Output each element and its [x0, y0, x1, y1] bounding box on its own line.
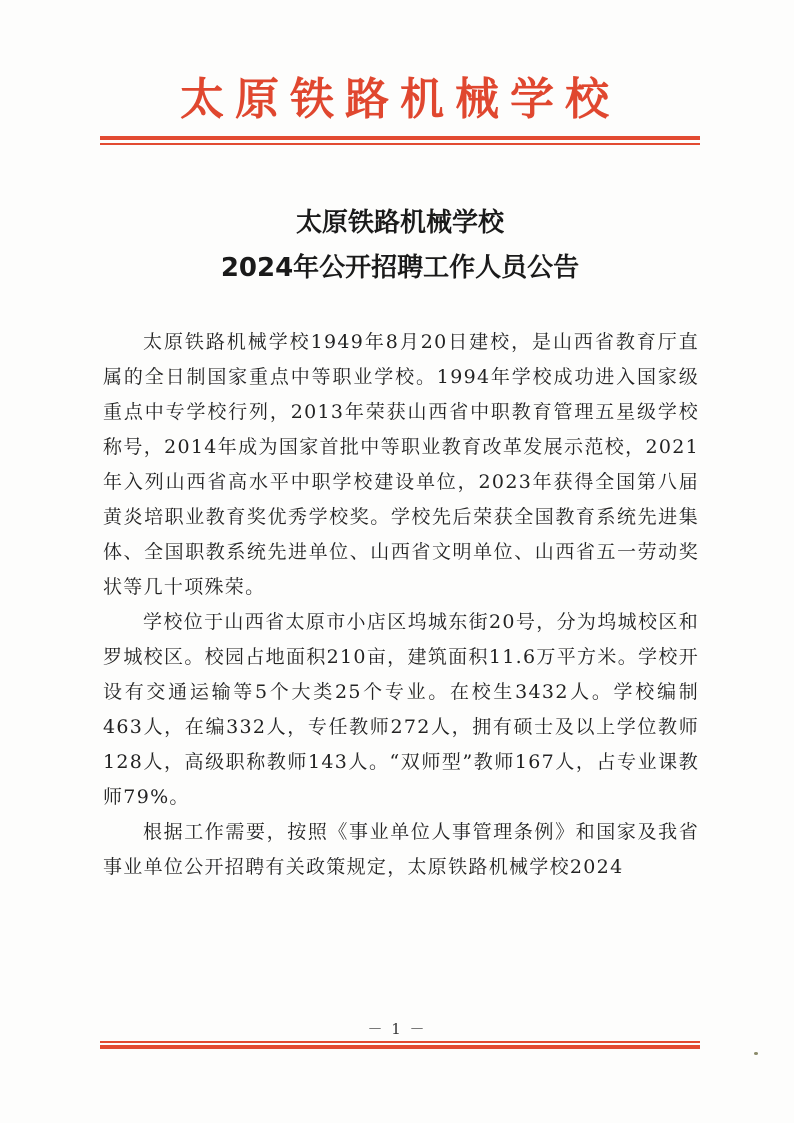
- body-paragraph-2: 学校位于山西省太原市小店区坞城东街20号，分为坞城校区和罗城校区。校园占地面积210亩，建筑面积11.6万平方米。学校开设有交通运输等5个大类25个专业。在校生3432人。学校编制463人，在编332人，专任教师272人，拥有硕士及以上学位教师128人，高级职称教师143人。“双师型”教师167人，占专业课教师79%。: [103, 611, 699, 808]
- footer-rule-thick: [100, 1045, 700, 1049]
- masthead-rule-thick: [100, 136, 700, 140]
- document-body: [103, 325, 699, 885]
- masthead-title: 太原铁路机械学校: [180, 74, 620, 125]
- document-title-line1: 太原铁路机械学校: [295, 208, 504, 238]
- body-paragraph-3: 根据工作需要，按照《事业单位人事管理条例》和国家及我省事业单位公开招聘有关政策规定，太原铁路机械学校2024: [103, 821, 699, 878]
- body-paragraph-1: 太原铁路机械学校1949年8月20日建校，是山西省教育厅直属的全日制国家重点中等职业学校。1994年学校成功进入国家级重点中专学校行列，2013年荣获山西省中职教育管理五星级学校称号，2014年成为国家首批中等职业教育改革发展示范校，2021年入列山西省高水平中职学校建设单位，2023年获得全国第八届黄炎培职业教育奖优秀学校奖。学校先后荣获全国教育系统先进集体、全国职教系统先进单位、山西省文明单位、山西省五一劳动奖状等几十项殊荣。: [103, 331, 699, 598]
- masthead-rule-thin: [100, 143, 700, 145]
- document-title-line2: 2024年公开招聘工作人员公告: [220, 253, 580, 283]
- footer-rule-thin: [100, 1041, 700, 1043]
- page-number: － 1 －: [367, 1020, 427, 1038]
- scan-speck: [754, 1052, 758, 1055]
